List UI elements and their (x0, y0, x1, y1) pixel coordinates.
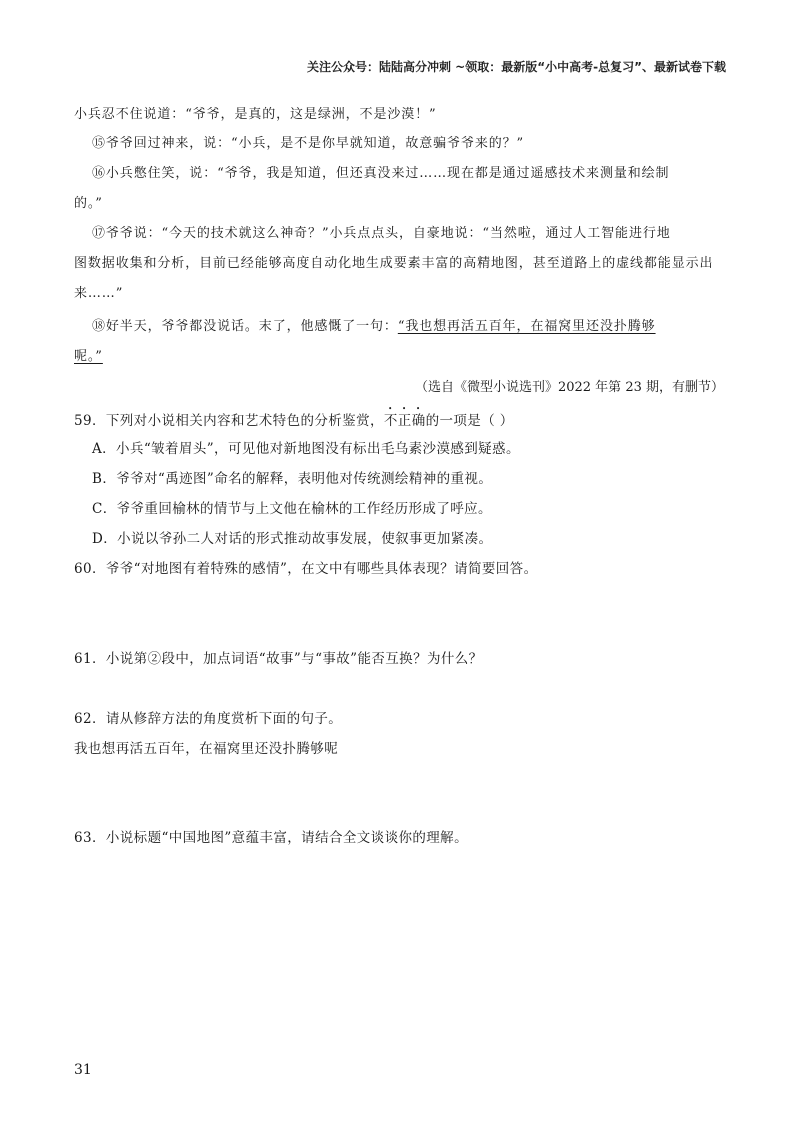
source-citation: （选自《微型小说选刊》2022 年第 23 期，有删节） (414, 380, 724, 395)
option-d: D．小说以爷孙二人对话的形式推动故事发展，使叙事更加紧凑。 (92, 531, 493, 547)
question-59-text: 59．下列对小说相关内容和艺术特色的分析鉴赏， (74, 413, 384, 429)
story-paragraph-16-line-1: ⑯小兵憋住笑，说：“爷爷，我是知道，但还真没来过……现在都是通过遥感技术来测量和绘制 (92, 166, 670, 181)
question-59 (74, 405, 514, 429)
question-59-tail: 的一项是（ ） (425, 413, 514, 429)
option-c: C．爷爷重回榆林的情节与上文他在榆林的工作经历形成了呼应。 (92, 501, 492, 517)
question-61: 61．小说第②段中，加点词语“故事”与“事故”能否互换？为什么？ (74, 651, 483, 667)
option-a: A．小兵“皱着眉头”，可见他对新地图没有标出毛乌素沙漠感到疑惑。 (92, 441, 520, 457)
story-paragraph-18-line-1 (92, 315, 656, 334)
story-paragraph-17-line-1: ⑰爷爷说：“今天的技术就这么神奇？”小兵点点头，自豪地说：“当然啦，通过人工智能进行地 (92, 226, 671, 241)
story-paragraph-17-line-2: 图数据收集和分析，目前已经能够高度自动化地生成要素丰富的高精地图，甚至道路上的虚线都能显示出 (74, 256, 714, 271)
question-62-sentence: 我也想再活五百年，在福窝里还没扑腾够呢 (74, 741, 339, 757)
story-paragraph-14: 小兵忍不住说道：“爷爷，是真的，这是绿洲，不是沙漠！” (74, 107, 437, 122)
story-paragraph-18-text: ⑱好半天，爷爷都没说话。末了，他感慨了一句： (92, 319, 398, 334)
question-60: 60．爷爷“对地图有着特殊的感情”，在文中有哪些具体表现？请简要回答。 (74, 561, 538, 577)
story-paragraph-15: ⑮爷爷回过神来，说：“小兵，是不是你早就知道，故意骗爷爷来的？” (92, 136, 525, 151)
story-paragraph-18-line-2: 呢。” (74, 349, 103, 364)
emphasized-word: 不正确 (383, 413, 426, 429)
underlined-quote: “我也想再活五百年，在福窝里还没扑腾够 (397, 319, 656, 334)
question-62: 62．请从修辞方法的角度赏析下面的句子。 (74, 711, 343, 727)
story-paragraph-16-line-2: 的。” (74, 196, 103, 211)
question-63: 63．小说标题“中国地图”意蕴丰富，请结合全文谈谈你的理解。 (74, 830, 468, 846)
page-number: 31 (74, 1062, 92, 1078)
option-b: B．爷爷对“禹迹图”命名的解释，表明他对传统测绘精神的重视。 (92, 471, 493, 487)
page-header: 关注公众号：陆陆高分冲刺 ~领取：最新版“小中高考-总复习”、最新试卷下载 (307, 60, 726, 74)
story-paragraph-17-line-3: 来……” (74, 286, 124, 301)
